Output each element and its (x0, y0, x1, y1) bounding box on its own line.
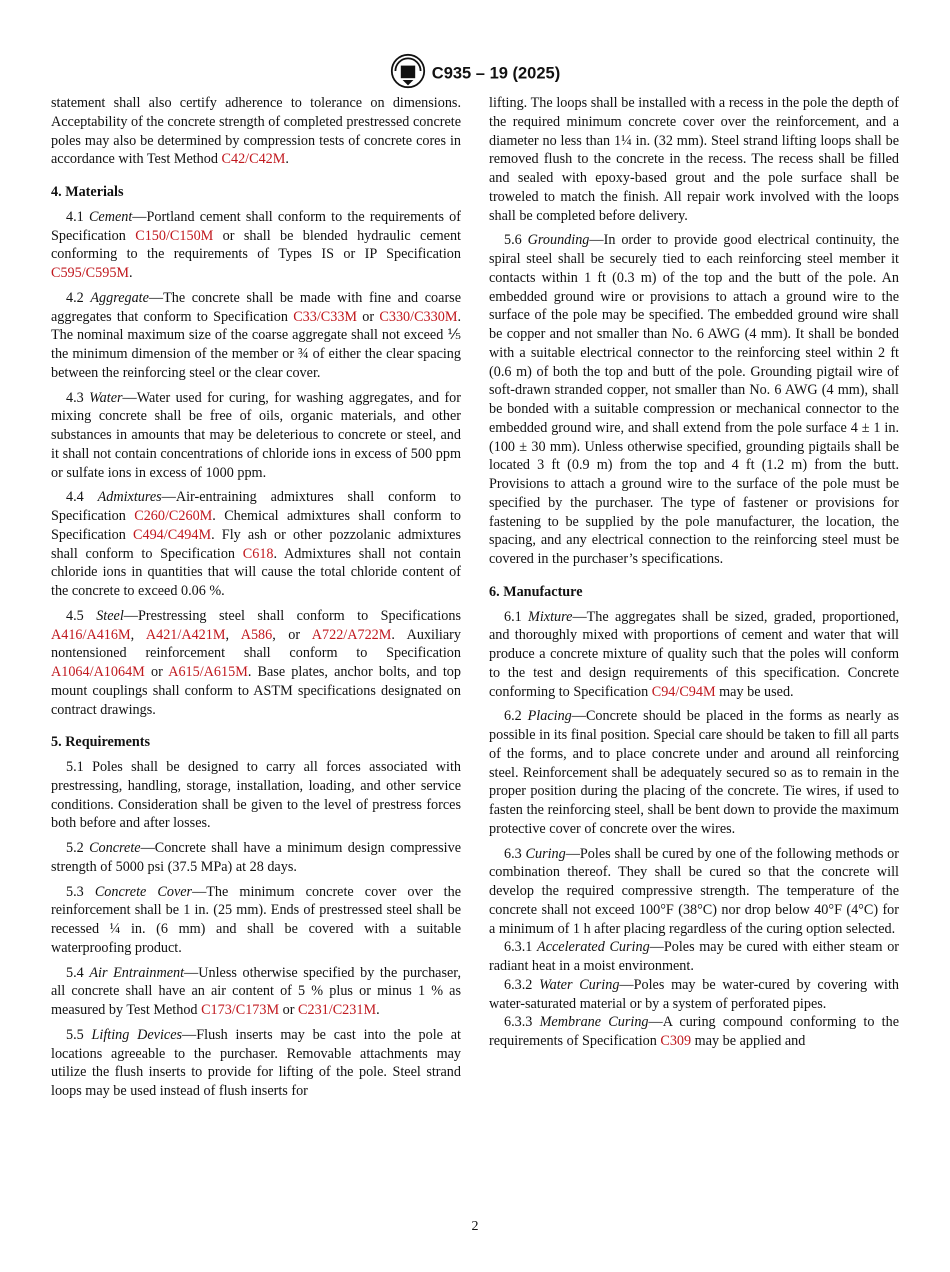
paragraph-4-3: 4.3 Water—Water used for curing, for washing aggregates, and for mixing concrete shall be free of oils, organic materials, and other substances in amounts that may be deleterious to concrete or steel, and it shall not contain concentrations of chloride ions in excess of 500 ppm or sulfate ions in excess of 1000 ppm. (51, 389, 461, 481)
paragraph-5-4: 5.4 Air Entrainment—Unless otherwise specified by the purchaser, all concrete shall have an air content of 5 % plus or minus 1 % as measured by Test Method C173/C173M or C231/C231M. (51, 964, 461, 1018)
continued-paragraph-5-5: lifting. The loops shall be installed with a recess in the pole the depth of the required minimum concrete cover over the reinforcement, and a diameter no less than 1¼ in. (32 mm). Steel strand lifting loops shall be removed flush to the concrete in the recess. The recess shall be filled and sealed with epoxy-based grout and the pole surface shall be troweled to match the finish. All repair work involved with the loops shall be completed before delivery. (489, 95, 899, 224)
reference-link[interactable]: C595/C595M (51, 265, 130, 281)
paragraph-6-3-1: 6.3.1 Accelerated Curing—Poles may be cured with either steam or radiant heat in a moist environment. (489, 939, 900, 974)
right-column (489, 94, 899, 1051)
left-column (51, 94, 461, 1101)
reference-link[interactable]: C309 (660, 1033, 692, 1049)
continued-paragraph: statement shall also certify adherence to tolerance on dimensions. Acceptability of the concrete strength of completed prestressed concrete poles may also be determined by compression tests of concrete cores in accordance with Test Method C42/C42M. (51, 95, 461, 168)
section-heading-requirements: 5. Requirements (51, 734, 151, 751)
reference-link[interactable]: C150/C150M (135, 227, 214, 244)
reference-link[interactable]: A722/A722M (311, 626, 392, 643)
reference-link[interactable]: A421/A421M (145, 626, 226, 643)
reference-link[interactable]: C494/C494M (133, 526, 212, 543)
paragraph-4-1: 4.1 Cement—Portland cement shall conform to the requirements of Specification C150/C150M or shall be blended hydraulic cement conforming to the requirements of Types IS or IP Specification C595/C595M. (51, 208, 461, 281)
paragraph-4-2: 4.2 Aggregate—The concrete shall be made with fine and coarse aggregates that conform to Specification C33/C33M or C330/C330M. The nominal maximum size of the coarse aggregate shall not exceed ⅕ the minimum dimension of the member or ¾ of either the clear spacing between the reinforcing steel or the clear cover. (51, 289, 461, 381)
reference-link[interactable]: C94/C94M (651, 683, 716, 700)
document-designation: C935 – 19 (2025) (431, 64, 561, 83)
section-heading-materials: 4. Materials (51, 184, 124, 200)
paragraph-5-5: 5.5 Lifting Devices—Flush inserts may be cast into the pole at locations agreeable to the purchaser. Removable attachments may utilize the flush inserts to provide for lifting of the pole. Steel strand loops may be used instead of flush inserts for (51, 1026, 461, 1099)
reference-link[interactable]: C618 (242, 545, 274, 562)
reference-link[interactable]: C173/C173M (201, 1002, 280, 1018)
paragraph-6-3: 6.3 Curing—Poles shall be cured by one of the following methods or combination thereof. They shall be cured so that the concrete will develop the required compressive strength. The temperature of the concrete shall not exceed 100°F (38°C) nor drop below 40°F (4°C) for a minimum of 1 h after placing regardless of the curing option selected. (489, 845, 900, 937)
reference-link[interactable]: C330/C330M (379, 308, 458, 325)
paragraph-5-6: 5.6 Grounding—In order to provide good electrical continuity, the spiral steel shall be securely tied to each reinforcing steel member it contacts within 1 ft (0.3 m) of the top and the butt of the pole. An embedded ground wire or provisions to attach a ground wire to the surface of the pole may be specified. The embedded ground wire shall be copper and not smaller than No. 6 AWG (4 mm). It shall be bonded with a suitable electrical connector to the reinforcing steel within 2 ft (0.6 m) of both the top and butt of the pole. Grounding pigtail wire of soft-drawn stranded copper, not smaller than No. 6 AWG (4 mm), shall be bonded with a suitable compression or mechanical connector to the embedded ground wire, and shall extend from the pole surface 4 ± 1 in. (100 ± 30 mm). Unless otherwise specified, grounding pigtails shall be located 3 ft (0.9 m) from the top and 4 ft (1.2 m) from the butt. Provisions to attach a ground wire to the surface of the pole must be specified by the purchaser. The type of fastener or provisions for fastening to be supplied by the pole manufacturer, the location, the spacing, and any electrical connection to the reinforcing steel must be covered in the purchaser’s specifications. (489, 232, 900, 567)
reference-link[interactable]: C260/C260M (134, 508, 213, 524)
reference-link[interactable]: C42/C42M (221, 151, 286, 168)
reference-link[interactable]: C231/C231M (298, 1002, 377, 1018)
paragraph-6-3-2: 6.3.2 Water Curing—Poles may be water-cured by covering with water-saturated material or by a system of perforated pipes. (489, 976, 900, 1012)
reference-link[interactable]: A1064/A1064M (51, 664, 145, 680)
page-header (0, 56, 950, 92)
paragraph-5-3: 5.3 Concrete Cover—The minimum concrete cover over the reinforcement shall be 1 in. (25 mm). Ends of prestressed steel shall be recessed ¼ in. (6 mm) and shall be covered with a suitable waterproofing product. (51, 883, 462, 956)
reference-link[interactable]: A615/A615M (168, 664, 248, 680)
page-number: 2 (471, 1219, 479, 1234)
astm-logo-icon (390, 53, 426, 89)
reference-link[interactable]: A586 (240, 626, 273, 643)
paragraph-5-2: 5.2 Concrete—Concrete shall have a minimum design compressive strength of 5000 psi (37.5 MPa) at 28 days. (51, 840, 462, 875)
paragraph-6-3-3: 6.3.3 Membrane Curing—A curing compound conforming to the requirements of Specification C309 may be applied and (489, 1014, 900, 1049)
section-heading-manufacture: 6. Manufacture (489, 583, 583, 600)
paragraph-4-5: 4.5 Steel—Prestressing steel shall conform to Specifications A416/A416M, A421/A421M, A586, or A722/A722M. Auxiliary nontensioned reinforcement shall conform to Specification A1064/A1064M or A615/A615M. Base plates, anchor bolts, and top mount couplings shall conform to ASTM specifications designated on contract drawings. (51, 607, 462, 718)
paragraph-5-1: 5.1 Poles shall be designed to carry all forces associated with prestressing, handling, storage, installation, loading, and other service conditions. Consideration shall be given to the level of prestress forces both before and after losses. (51, 759, 461, 832)
paragraph-6-2: 6.2 Placing—Concrete should be placed in the forms as nearly as possible in its final position. Special care should be taken to fill all parts of the forms, and to place concrete under and around all reinforcing steel. Reinforcement shall be adequately secured so as to remain in the proper position during the placing of the concrete. Tie wires, if used to fasten the reinforcing steel, shall be bent down to provide the maximum protective cover of concrete over the wires. (489, 708, 900, 837)
reference-link[interactable]: C33/C33M (293, 308, 358, 325)
paragraph-6-1: 6.1 Mixture—The aggregates shall be sized, graded, proportioned, and thoroughly mixed with proportions of cement and water that will produce a concrete mixture of quality such that the poles will conform to the test and design requirements of this specification. Concrete conforming to Specification C94/C94M may be used. (489, 608, 900, 700)
reference-link[interactable]: A416/A416M (51, 626, 131, 643)
paragraph-4-4: 4.4 Admixtures—Air-entraining admixtures shall conform to Specification C260/C260M. Chemical admixtures shall conform to Specification C494/C494M. Fly ash or other pozzolanic admixtures shall conform to Specification C618. Admixtures shall not contain chloride ions in quantities that will cause the total chloride content of the concrete to exceed 0.06 %. (51, 489, 462, 599)
